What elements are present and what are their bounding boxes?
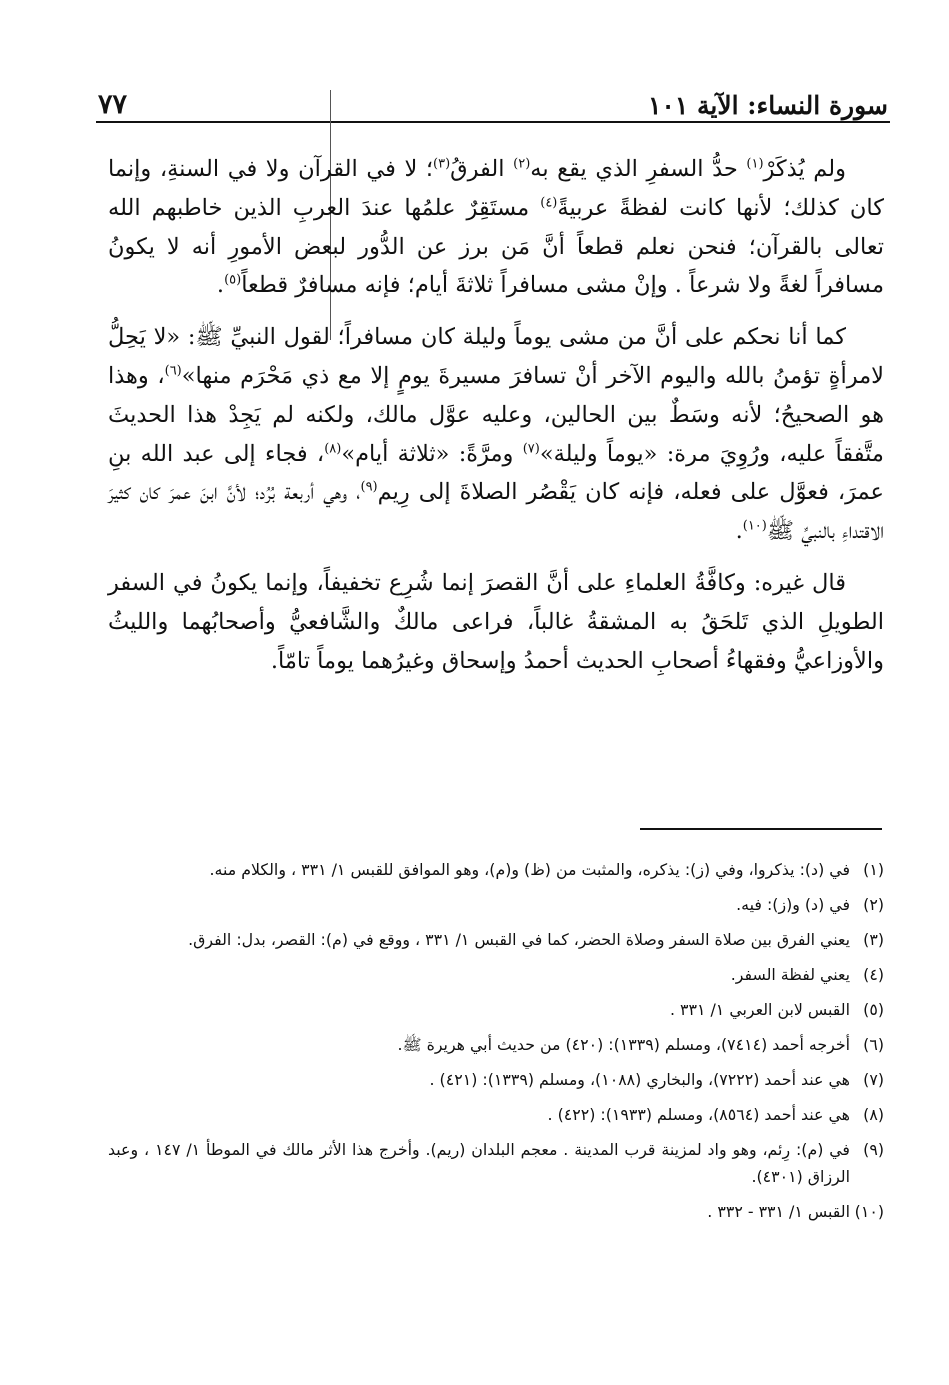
footnote-number: (١٠) [854,1202,884,1221]
footnote-text: يعني الفرق بين صلاة السفر وصلاة الحضر، كما في القبس ١/ ٣٣١ ، ووقع في (م): القصر، بدل: الفرق. [188,930,850,949]
text-run: ولم يُذكَرْ [763,156,846,182]
main-text [108,150,884,693]
footnote-ref: (٤) [540,195,558,211]
footnote-number: (١) [863,860,884,879]
header-rule [96,121,890,123]
footnote-text: في (م): رِئم، وهو واد لمزينة قرب المدينة . معجم البلدان (ريم). وأخرج هذا الأثر مالك في الموطأ ١/ ١٤٧ ، وعبد الرزاق (٤٣٠١). [108,1140,850,1186]
text-run: كما أنا نحكم على أنَّ من مشى يوماً وليلة كان مسافراً؛ لقول النبيِّ ﷺ: «لا يَحِلُّ لامرأةٍ تؤمنُ بالله واليوم الآخر أنْ تسافرَ مسيرةَ يومٍ إلا مع ذي مَحْرَم منها» [108,324,884,389]
page-number: ٧٧ [98,89,128,120]
footnote-number: (٨) [863,1105,884,1124]
footnote-ref: (٥) [224,272,242,288]
text-run: ، وهي أربعة بُرُد؛ لأنَّ ابنَ عمرَ كان كثيرَ الاقتداءِ بالنبيِّ ﷺ [108,479,884,545]
footnote-text: هي عند أحمد (٨٥٦٤)، ومسلم (١٩٣٣): (٤٢٢) . [547,1105,850,1124]
footnote-ref: (١) [746,156,764,172]
text-run: ، وهذا هو الصحيحُ؛ لأنه وسَطٌ بين الحالين، وعليه عوَّل مالك، ولكنه لم يَجِدْ هذا الحديثَ متَّفقاً عليه، ورُوِيَ مرة: «يوماً وليلة» [108,362,884,467]
footnote [108,891,884,918]
footnote-ref: (١٠) [742,518,767,534]
text-run: قال غيره: وكافَّةُ العلماءِ على أنَّ القصرَ إنما شُرِع تخفيفاً، وإنما يكونُ في السفر الطويلِ الذي تَلحَقُ به المشقةُ غالباً، فراعى مالكٌ والشَّافعيُّ وأصحابُهما والليثُ والأوزاعيُّ وفقهاءُ أصحابِ الحديث أحمدُ وإسحاق وغيرُهما يوماً تامّاً. [108,569,884,674]
footnote-ref: (٧) [522,441,540,457]
footnote-number: (٧) [863,1070,884,1089]
text-run: . [735,518,743,545]
text-run: ، فجاء إلى عبد الله بنِ عمرَ، فعوَّل على فعله، فإنه كان يَقْصُر الصلاةَ إلى رِيم [108,440,884,506]
footnote-text: القبس لابن العربي ١/ ٣٣١ . [669,1000,850,1019]
footnote [108,1066,884,1093]
text-run: ؛ لا في القرآن ولا في السنةِ، وإنما كان كذلك؛ لأنها كانت لفظةً عربيةً [108,156,884,221]
footnote-ref: (٢) [513,156,531,172]
text-run: الفرقُ [450,156,514,182]
footnote-number: (٥) [863,1000,884,1019]
footnote-number: (٢) [863,895,884,914]
footnote-text: يعني لفظة السفر. [730,965,850,984]
footnote-text: في (د) و(ز): فيه. [736,895,850,914]
footnote-text: في (د): يذكروا، وفي (ز): يذكره، والمثبت من (ظ) و(م)، وهو الموافق للقبس ١/ ٣٣١ ، والكلام منه. [209,860,850,879]
running-header [98,80,888,120]
footnote-ref: (٩) [360,479,378,495]
paragraph [108,318,884,551]
text-run: حدُّ السفرِ الذي يقع به [530,156,747,182]
footnote [108,996,884,1023]
footnote-number: (٣) [863,930,884,949]
footnote [108,961,884,988]
footnote-number: (٤) [863,965,884,984]
footnote-rule [640,828,882,830]
footnote-ref: (٨) [324,441,342,457]
surah-title: سورة النساء: الآية ١٠١ [647,91,888,120]
footnote [108,1136,884,1190]
text-run: ومرَّةً: «ثلاثة أيام» [341,440,523,467]
footnote-text: أخرجه أحمد (٧٤١٤)، ومسلم (١٣٣٩): (٤٢٠) من حديث أبي هريرة ﷺ. [397,1035,850,1054]
paragraph [108,564,884,680]
footnote-number: (٩) [863,1140,884,1159]
footnote [108,856,884,883]
paragraph [108,150,884,305]
footnote-text: هي عند أحمد (٧٢٢٢)، والبخاري (١٠٨٨)، ومسلم (١٣٣٩): (٤٢١) . [429,1070,850,1089]
footnote-number: (٦) [863,1035,884,1054]
footnote [108,1101,884,1128]
footnote-ref: (٣) [433,156,451,172]
footnote-text: القبس ١/ ٣٣١ - ٣٣٢ . [707,1202,850,1221]
footnote-ref: (٦) [164,363,182,379]
text-run: مستَقِرٌ علمُها عندَ العربِ الذين خاطبهم الله تعالى بالقرآن؛ فنحن نعلم قطعاً أنَّ مَن برز عن الدُّور لبعض الأمورِ أنه لا يكونُ مسافراً لغةً ولا شرعاً . وإنْ مشى مسافراً ثلاثةَ أيام؛ فإنه مسافرٌ قطعاً [108,194,884,299]
footnote [108,1198,884,1225]
footnote [108,926,884,953]
footnote [108,1031,884,1058]
footnotes [108,856,884,1233]
text-run: . [216,272,225,299]
